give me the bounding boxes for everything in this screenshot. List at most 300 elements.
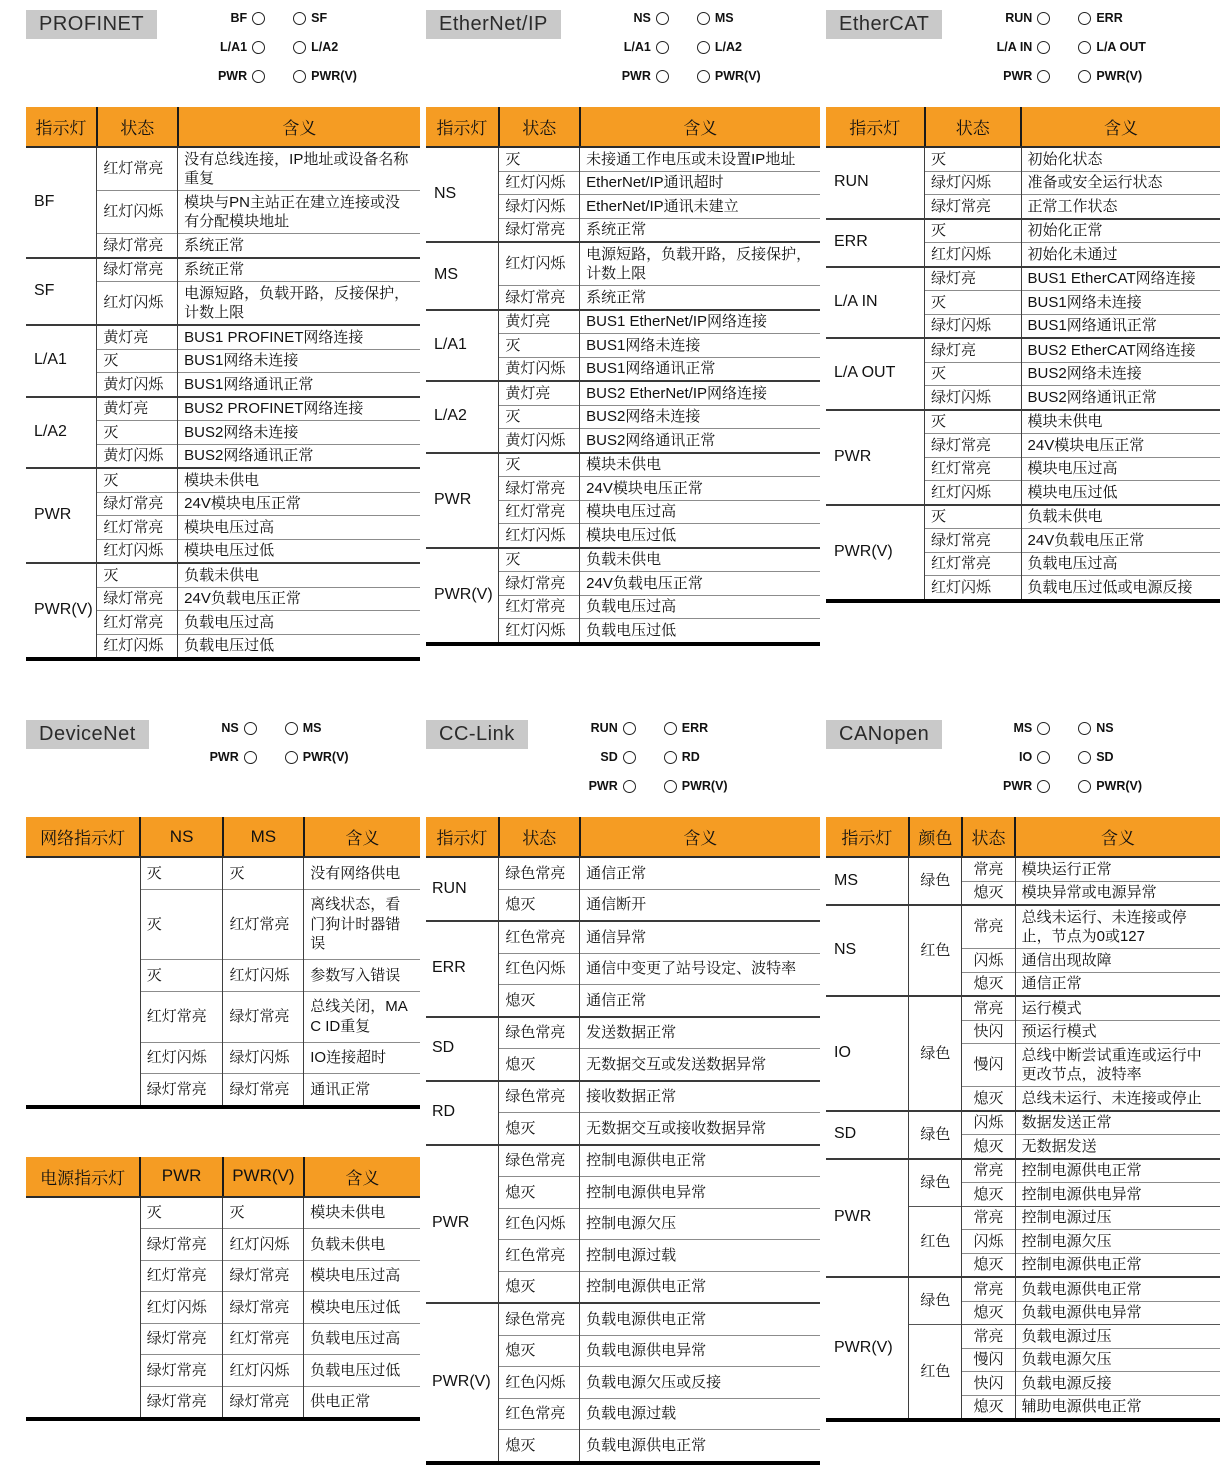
led-grid <box>191 10 357 98</box>
table-header-cell: 网络指示灯 <box>26 817 140 857</box>
table-header-cell: 含义 <box>580 107 820 147</box>
protocol-badge: EtherCAT <box>826 10 942 39</box>
color-cell: 红色 <box>909 905 962 996</box>
state-cell: 熄灭 <box>499 1177 580 1209</box>
state-cell: 灭 <box>925 291 1022 315</box>
indicator-cell <box>26 857 140 1107</box>
led-row <box>976 750 1142 764</box>
indicator-cell: ERR <box>426 921 499 1017</box>
led-row <box>595 69 761 83</box>
state-cell: 红灯常亮 <box>97 516 178 540</box>
meaning-cell: 24V模块电压正常 <box>580 477 820 501</box>
meaning-cell: 控制电源过压 <box>1015 1206 1220 1230</box>
meaning-cell: BUS1网络未连接 <box>178 349 420 373</box>
meaning-cell: 24V模块电压正常 <box>1021 434 1220 458</box>
meaning-cell: 负载未供电 <box>178 563 420 587</box>
state-cell: 常亮 <box>962 1206 1015 1230</box>
state-cell: 熄灭 <box>962 972 1015 996</box>
indicator-cell <box>26 1197 140 1420</box>
state-cell: 绿灯闪烁 <box>925 171 1022 195</box>
table-header-cell: 含义 <box>304 1157 420 1197</box>
meaning-cell: EtherNet/IP通讯超时 <box>580 171 820 195</box>
meaning-cell: 没有总线连接，IP地址或设备名称重复 <box>178 147 420 191</box>
led-row <box>976 721 1142 735</box>
state-cell: 绿灯常亮 <box>140 1355 223 1387</box>
table-header-cell: 颜色 <box>909 817 962 857</box>
protocol-badge: CANopen <box>826 720 942 749</box>
led-label: PWR(V) <box>681 779 728 793</box>
meaning-cell: 数据发送正常 <box>1015 1111 1220 1135</box>
indicator-cell: SF <box>26 258 97 326</box>
led-row <box>976 69 1146 83</box>
meaning-cell: 辅助电源供电正常 <box>1015 1395 1220 1420</box>
led-circle-icon <box>1078 41 1091 54</box>
meaning-cell: 通信正常 <box>580 857 820 889</box>
led-circle-icon <box>697 41 710 54</box>
state-cell: 黄灯亮 <box>97 397 178 421</box>
meaning-cell: BUS1网络通讯正常 <box>178 373 420 397</box>
state-cell: 灭 <box>925 219 1022 243</box>
state-cell: 熄灭 <box>962 1301 1015 1325</box>
state-cell: 熄灭 <box>499 1113 580 1145</box>
meaning-cell: 参数写入错误 <box>304 960 420 992</box>
state-cell: 红色闪烁 <box>499 1367 580 1399</box>
meaning-cell: BUS1网络通讯正常 <box>580 357 820 381</box>
state-cell: 绿灯常亮 <box>97 234 178 258</box>
table-header-cell: NS <box>140 817 223 857</box>
state-cell: 绿灯闪烁 <box>925 314 1022 338</box>
state-cell: 红灯闪烁 <box>97 634 178 659</box>
led-label: NS <box>1096 721 1114 735</box>
meaning-cell: 24V模块电压正常 <box>178 492 420 516</box>
meaning-cell: 模块电压过低 <box>580 524 820 548</box>
led-label: PWR <box>1003 779 1033 793</box>
indicator-cell: PWR <box>826 1159 909 1278</box>
state-cell: 绿灯常亮 <box>223 1386 304 1419</box>
state-cell: 红色闪烁 <box>499 1208 580 1240</box>
led-label: ERR <box>1096 11 1123 25</box>
indicator-cell: L/A2 <box>426 381 499 453</box>
led-circle-icon <box>664 780 677 793</box>
state-cell: 慢闪 <box>962 1044 1015 1087</box>
state-cell: 绿灯常亮 <box>223 991 304 1042</box>
state-cell: 绿灯常亮 <box>925 195 1022 219</box>
protocol-badge: EtherNet/IP <box>426 10 561 39</box>
state-cell: 灭 <box>499 548 580 572</box>
led-label: SF <box>311 11 328 25</box>
meaning-cell: 初始化状态 <box>1021 147 1220 171</box>
state-cell: 黄灯亮 <box>499 310 580 334</box>
color-cell: 红色 <box>909 1206 962 1277</box>
state-cell: 绿灯常亮 <box>925 529 1022 553</box>
meaning-cell: 负载电源过压 <box>1015 1325 1220 1349</box>
indicator-cell: PWR(V) <box>826 1277 909 1420</box>
state-cell: 熄灭 <box>962 1253 1015 1277</box>
led-row <box>562 779 728 793</box>
table-header-cell: 状态 <box>499 107 580 147</box>
table-header-cell: 含义 <box>580 817 820 857</box>
state-cell: 黄灯闪烁 <box>499 429 580 453</box>
led-circle-icon <box>623 722 636 735</box>
state-cell: 灭 <box>925 505 1022 529</box>
state-cell: 红灯常亮 <box>925 552 1022 576</box>
state-cell: 绿灯闪烁 <box>223 1042 304 1074</box>
led-row <box>191 40 357 54</box>
color-cell: 绿色 <box>909 1277 962 1325</box>
meaning-cell: 通信正常 <box>580 985 820 1017</box>
state-cell: 熄灭 <box>962 1183 1015 1207</box>
led-row <box>191 69 357 83</box>
led-row <box>562 721 728 735</box>
meaning-cell: 模块电压过高 <box>580 500 820 524</box>
state-cell: 红灯闪烁 <box>499 619 580 644</box>
color-cell: 绿色 <box>909 1159 962 1207</box>
meaning-cell: 控制电源欠压 <box>580 1208 820 1240</box>
state-cell: 红灯常亮 <box>97 611 178 635</box>
meaning-cell: 系统正常 <box>580 218 820 242</box>
led-circle-icon <box>244 751 257 764</box>
meaning-cell: 模块电压过高 <box>304 1260 420 1292</box>
state-cell: 红灯闪烁 <box>925 243 1022 267</box>
indicator-cell: RD <box>426 1081 499 1145</box>
meaning-cell: 模块异常或电源异常 <box>1015 881 1220 905</box>
table-header-cell: 指示灯 <box>826 107 925 147</box>
led-label: L/A2 <box>714 40 742 54</box>
indicator-cell: L/A OUT <box>826 338 925 410</box>
section-devicenet <box>26 718 420 1465</box>
meaning-cell: 总线中断尝试重连或运行中更改节点，波特率 <box>1015 1044 1220 1087</box>
state-cell: 绿灯常亮 <box>140 1074 223 1107</box>
state-cell: 红灯闪烁 <box>925 481 1022 505</box>
indicator-cell: L/A2 <box>26 397 97 469</box>
state-cell: 慢闪 <box>962 1348 1015 1372</box>
meaning-cell: 总线关闭，MAC ID重复 <box>304 991 420 1042</box>
meaning-cell: 控制电源过载 <box>580 1240 820 1272</box>
led-label: PWR <box>209 750 239 764</box>
state-cell: 绿灯亮 <box>925 338 1022 362</box>
led-label: PWR(V) <box>311 69 357 83</box>
led-circle-icon <box>1078 12 1091 25</box>
led-circle-icon <box>285 722 298 735</box>
state-cell: 红灯常亮 <box>223 889 304 960</box>
state-cell: 红灯常亮 <box>140 991 223 1042</box>
state-cell: 红灯闪烁 <box>223 1355 304 1387</box>
led-label: L/A2 <box>311 40 339 54</box>
state-cell: 灭 <box>97 563 178 587</box>
table-header-cell: 含义 <box>1015 817 1220 857</box>
meaning-cell: 控制电源供电异常 <box>1015 1183 1220 1207</box>
meaning-cell: BUS1网络未连接 <box>1021 291 1220 315</box>
state-cell: 红色常亮 <box>499 1240 580 1272</box>
led-row <box>595 40 761 54</box>
led-grid <box>595 10 761 98</box>
led-panel <box>26 718 420 817</box>
led-label: L/A OUT <box>1096 40 1146 54</box>
state-cell: 灭 <box>140 857 223 889</box>
led-circle-icon <box>1037 722 1050 735</box>
indicator-cell: PWR <box>426 1145 499 1304</box>
state-cell: 灭 <box>97 349 178 373</box>
state-cell: 灭 <box>499 147 580 171</box>
led-circle-icon <box>1037 751 1050 764</box>
meaning-cell: 负载电源供电正常 <box>1015 1277 1220 1301</box>
state-cell: 绿色常亮 <box>499 1017 580 1049</box>
state-cell: 灭 <box>499 453 580 477</box>
led-label: RUN <box>590 721 618 735</box>
indicator-cell: L/A1 <box>26 325 97 397</box>
led-row <box>976 40 1146 54</box>
state-cell: 绿灯常亮 <box>499 572 580 596</box>
section-cclink <box>426 718 820 1465</box>
state-cell: 红灯闪烁 <box>925 576 1022 601</box>
state-cell: 绿灯亮 <box>925 267 1022 291</box>
meaning-cell: 控制电源供电正常 <box>580 1145 820 1177</box>
led-circle-icon <box>623 780 636 793</box>
indicator-cell: L/A1 <box>426 310 499 382</box>
state-cell: 熄灭 <box>499 1335 580 1367</box>
led-row <box>976 779 1142 793</box>
state-cell: 常亮 <box>962 1159 1015 1183</box>
meaning-cell: BUS1 EtherCAT网络连接 <box>1021 267 1220 291</box>
meaning-cell: 模块与PN主站正在建立连接或没有分配模块地址 <box>178 191 420 234</box>
indicator-cell: SD <box>826 1111 909 1159</box>
led-label: SD <box>1096 750 1114 764</box>
color-cell: 红色 <box>909 1325 962 1421</box>
led-circle-icon <box>664 722 677 735</box>
state-cell: 绿灯常亮 <box>97 492 178 516</box>
state-cell: 快闪 <box>962 1020 1015 1044</box>
indicator-cell: BF <box>26 147 97 258</box>
state-cell: 熄灭 <box>962 1395 1015 1420</box>
meaning-cell: 系统正常 <box>178 234 420 258</box>
led-circle-icon <box>1078 70 1091 83</box>
meaning-cell: 控制电源供电正常 <box>1015 1253 1220 1277</box>
indicator-cell: PWR(V) <box>426 1303 499 1463</box>
meaning-cell: BUS2 PROFINET网络连接 <box>178 397 420 421</box>
indicator-cell: PWR <box>426 453 499 548</box>
state-cell: 灭 <box>140 1197 223 1229</box>
indicator-cell: IO <box>826 996 909 1111</box>
meaning-cell: 负载电源反接 <box>1015 1372 1220 1396</box>
state-cell: 绿色常亮 <box>499 1081 580 1113</box>
meaning-cell: 负载未供电 <box>304 1229 420 1261</box>
meaning-cell: 负载电压过低 <box>580 619 820 644</box>
state-cell: 常亮 <box>962 1277 1015 1301</box>
indicator-cell: ERR <box>826 219 925 267</box>
state-cell: 绿灯常亮 <box>499 218 580 242</box>
table-header-cell: 状态 <box>97 107 178 147</box>
table-header-cell: MS <box>223 817 304 857</box>
state-cell: 熄灭 <box>499 1430 580 1463</box>
led-circle-icon <box>293 12 306 25</box>
section-ethercat <box>826 8 1220 718</box>
indicator-cell: PWR(V) <box>826 505 925 601</box>
meaning-cell: BUS2网络通讯正常 <box>178 444 420 468</box>
state-cell: 熄灭 <box>962 881 1015 905</box>
state-cell: 绿色常亮 <box>499 1303 580 1335</box>
led-label: SD <box>600 750 618 764</box>
meaning-cell: 负载电源供电异常 <box>580 1335 820 1367</box>
led-label: L/A1 <box>220 40 248 54</box>
led-circle-icon <box>293 70 306 83</box>
state-cell: 黄灯亮 <box>499 381 580 405</box>
meaning-cell: 负载电源过载 <box>580 1398 820 1430</box>
indicator-table-devicenet <box>26 817 420 1109</box>
state-cell: 绿灯常亮 <box>223 1292 304 1324</box>
state-cell: 红灯闪烁 <box>223 1229 304 1261</box>
led-panel <box>826 718 1220 817</box>
meaning-cell: 总线未运行、未连接或停止，节点为0或127 <box>1015 905 1220 949</box>
meaning-cell: 控制电源欠压 <box>1015 1230 1220 1254</box>
meaning-cell: 运行模式 <box>1015 996 1220 1020</box>
indicator-table-cclink <box>426 817 820 1465</box>
meaning-cell: 负载未供电 <box>1021 505 1220 529</box>
section-canopen <box>826 718 1220 1465</box>
protocol-badge: DeviceNet <box>26 720 149 749</box>
led-label: MS <box>1013 721 1033 735</box>
led-grid <box>183 720 349 779</box>
table-header-cell: 含义 <box>178 107 420 147</box>
meaning-cell: 通讯正常 <box>304 1074 420 1107</box>
indicator-cell: SD <box>426 1017 499 1081</box>
state-cell: 绿灯常亮 <box>97 258 178 282</box>
table-header-cell: PWR <box>140 1157 223 1197</box>
meaning-cell: 24V负载电压正常 <box>1021 529 1220 553</box>
protocol-badge: CC-Link <box>426 720 528 749</box>
led-circle-icon <box>664 751 677 764</box>
led-grid <box>976 10 1146 98</box>
table-header-cell: 指示灯 <box>426 107 499 147</box>
section-ethernetip <box>426 8 820 718</box>
meaning-cell: 离线状态，看门狗计时器错误 <box>304 889 420 960</box>
meaning-cell: 电源短路，负载开路，反接保护，计数上限 <box>580 242 820 286</box>
led-circle-icon <box>293 41 306 54</box>
table-header-cell: 指示灯 <box>826 817 909 857</box>
meaning-cell: 没有网络供电 <box>304 857 420 889</box>
state-cell: 常亮 <box>962 1325 1015 1349</box>
meaning-cell: 通信异常 <box>580 921 820 953</box>
state-cell: 熄灭 <box>962 1135 1015 1159</box>
state-cell: 绿灯常亮 <box>223 1260 304 1292</box>
meaning-cell: IO连接超时 <box>304 1042 420 1074</box>
meaning-cell: 系统正常 <box>580 286 820 310</box>
meaning-cell: 模块未供电 <box>580 453 820 477</box>
led-panel <box>426 718 820 817</box>
state-cell: 灭 <box>925 410 1022 434</box>
state-cell: 红灯闪烁 <box>223 960 304 992</box>
state-cell: 红灯闪烁 <box>97 282 178 326</box>
color-cell: 绿色 <box>909 996 962 1111</box>
led-label: PWR(V) <box>714 69 761 83</box>
state-cell: 红色常亮 <box>499 921 580 953</box>
state-cell: 灭 <box>97 421 178 445</box>
meaning-cell: 模块电压过低 <box>304 1292 420 1324</box>
state-cell: 常亮 <box>962 996 1015 1020</box>
indicator-table-canopen <box>826 817 1220 1422</box>
led-label: PWR(V) <box>1096 69 1143 83</box>
color-cell: 绿色 <box>909 857 962 905</box>
state-cell: 绿灯常亮 <box>97 587 178 611</box>
state-cell: 黄灯闪烁 <box>97 373 178 397</box>
state-cell: 红灯闪烁 <box>499 242 580 286</box>
state-cell: 绿色常亮 <box>499 1145 580 1177</box>
led-label: MS <box>302 721 322 735</box>
led-label: RD <box>681 750 700 764</box>
meaning-cell: 模块电压过低 <box>1021 481 1220 505</box>
table-header-cell: 状态 <box>962 817 1015 857</box>
table-header-cell: PWR(V) <box>223 1157 304 1197</box>
indicator-cell: NS <box>426 147 499 242</box>
led-label: PWR <box>588 779 618 793</box>
meaning-cell: 负载电压过高 <box>304 1323 420 1355</box>
led-circle-icon <box>697 12 710 25</box>
meaning-cell: 负载未供电 <box>580 548 820 572</box>
state-cell: 绿灯常亮 <box>499 477 580 501</box>
state-cell: 灭 <box>925 362 1022 386</box>
led-label: PWR(V) <box>1096 779 1143 793</box>
led-circle-icon <box>1037 12 1050 25</box>
led-circle-icon <box>623 751 636 764</box>
meaning-cell: 负载电压过低或电源反接 <box>1021 576 1220 601</box>
led-circle-icon <box>285 751 298 764</box>
state-cell: 灭 <box>925 147 1022 171</box>
indicator-cell: MS <box>826 857 909 905</box>
led-label: IO <box>1019 750 1033 764</box>
led-circle-icon <box>252 41 265 54</box>
led-circle-icon <box>1037 780 1050 793</box>
state-cell: 红灯常亮 <box>223 1323 304 1355</box>
indicator-cell: PWR <box>26 468 97 563</box>
state-cell: 灭 <box>223 857 304 889</box>
state-cell: 绿灯常亮 <box>925 434 1022 458</box>
meaning-cell: 负载电源供电异常 <box>1015 1301 1220 1325</box>
led-label: PWR <box>217 69 248 83</box>
state-cell: 绿灯常亮 <box>140 1323 223 1355</box>
indicator-table-profinet <box>26 107 420 661</box>
state-cell: 红灯闪烁 <box>140 1292 223 1324</box>
state-cell: 熄灭 <box>499 985 580 1017</box>
meaning-cell: 24V负载电压正常 <box>580 572 820 596</box>
led-label: PWR(V) <box>302 750 349 764</box>
led-row <box>183 750 349 764</box>
state-cell: 常亮 <box>962 905 1015 949</box>
led-circle-icon <box>656 70 669 83</box>
state-cell: 灭 <box>499 334 580 358</box>
meaning-cell: 负载电压过低 <box>178 634 420 659</box>
meaning-cell: 模块电压过高 <box>1021 457 1220 481</box>
led-label: ERR <box>681 721 709 735</box>
led-circle-icon <box>252 12 265 25</box>
meaning-cell: 负载电源欠压或反接 <box>580 1367 820 1399</box>
color-cell: 绿色 <box>909 1111 962 1159</box>
meaning-cell: BUS1 EtherNet/IP网络连接 <box>580 310 820 334</box>
meaning-cell: 正常工作状态 <box>1021 195 1220 219</box>
meaning-cell: BUS2 EtherCAT网络连接 <box>1021 338 1220 362</box>
meaning-cell: 模块运行正常 <box>1015 857 1220 881</box>
state-cell: 熄灭 <box>499 889 580 921</box>
state-cell: 常亮 <box>962 857 1015 881</box>
indicator-table-ethercat <box>826 107 1220 603</box>
state-cell: 红灯闪烁 <box>97 191 178 234</box>
indicator-cell: PWR(V) <box>26 563 97 659</box>
indicator-cell: PWR(V) <box>426 548 499 644</box>
meaning-cell: 负载电压过高 <box>1021 552 1220 576</box>
led-grid <box>976 720 1142 808</box>
state-cell: 灭 <box>140 960 223 992</box>
state-cell: 灭 <box>97 468 178 492</box>
meaning-cell: 模块未供电 <box>1021 410 1220 434</box>
led-circle-icon <box>244 722 257 735</box>
